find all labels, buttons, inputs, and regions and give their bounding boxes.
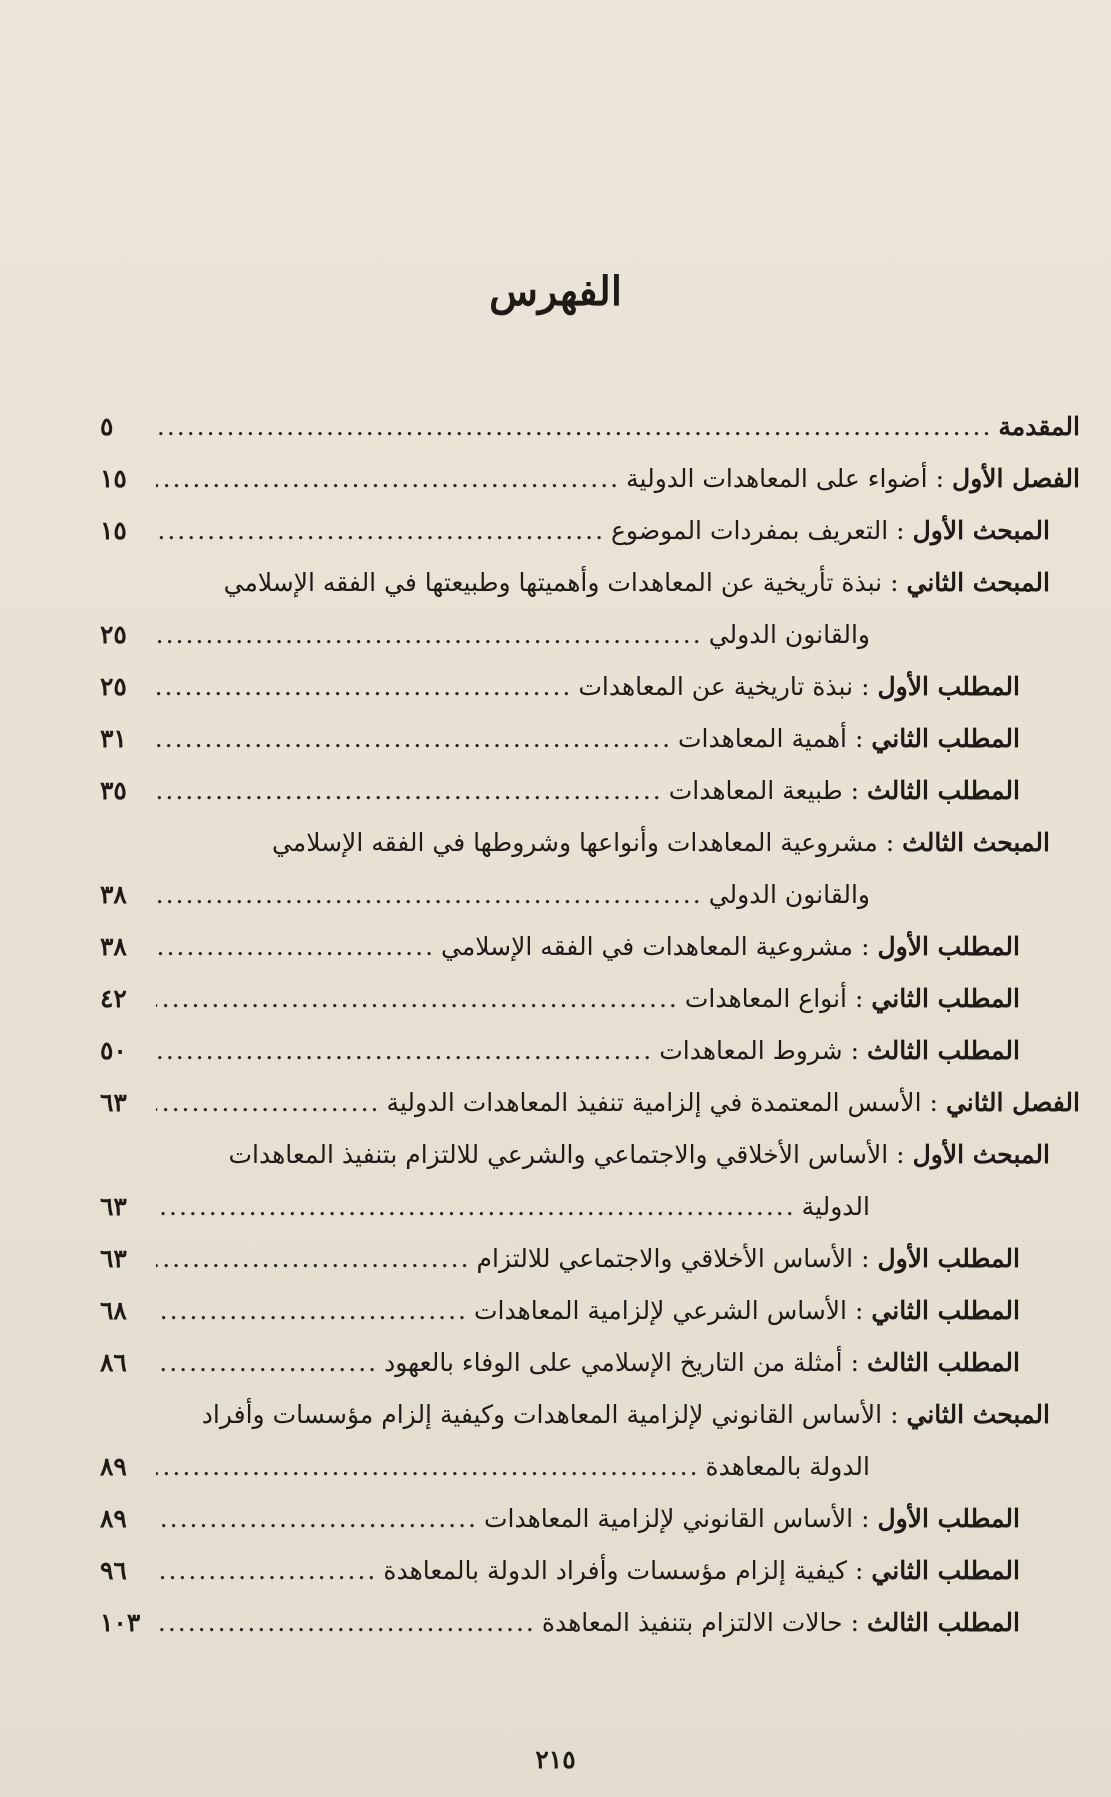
toc-entry-first-line xyxy=(100,556,1050,608)
leader-dots xyxy=(156,1350,378,1375)
toc-entry-text: نبذة تاريخية عن المعاهدات xyxy=(578,671,854,701)
toc-entry-label: المطلب الأول xyxy=(877,931,1020,961)
toc-entry-label: المطلب الثاني xyxy=(871,1555,1020,1585)
toc-entry-label: المبحث الأول xyxy=(912,1139,1050,1169)
toc-entry-page: ٤٢ xyxy=(100,983,127,1013)
toc-entry-page: ٦٣ xyxy=(100,1191,127,1221)
toc-entry-section xyxy=(100,816,1080,920)
toc-entry-text: الأساس الأخلاقي والاجتماعي والشرعي للالتزام بتنفيذ المعاهدات xyxy=(228,1139,889,1169)
toc-entry-page: ٢٥ xyxy=(100,619,127,649)
toc-entry-separator: : xyxy=(861,1503,870,1533)
page-title: الفهرس xyxy=(489,268,622,315)
toc-entry-label: المطلب الأول xyxy=(877,1243,1020,1273)
leader-dots xyxy=(156,1558,377,1583)
toc-entry-page: ٨٩ xyxy=(100,1503,127,1533)
toc-entry-subsection xyxy=(100,1336,1080,1388)
leader-dots xyxy=(156,778,663,803)
leader-dots xyxy=(156,726,672,751)
toc-entry-text: حالات الالتزام بتنفيذ المعاهدة xyxy=(541,1607,843,1637)
toc-entry-label: المطلب الثالث xyxy=(867,775,1020,805)
toc-entry-text: أضواء على المعاهدات الدولية xyxy=(626,463,928,493)
toc-entry-subsection xyxy=(100,1544,1080,1596)
toc-entry-introduction xyxy=(100,400,1080,452)
toc-entry-chapter xyxy=(100,452,1080,504)
toc-entry-section xyxy=(100,504,1080,556)
toc-entry-text: كيفية إلزام مؤسسات وأفراد الدولة بالمعاهدة xyxy=(383,1555,847,1585)
toc-entry-text: الأساس الأخلاقي والاجتماعي للالتزام xyxy=(476,1243,854,1273)
toc-entry-text-continued: الدولة بالمعاهدة xyxy=(705,1451,870,1481)
toc-entry-separator: : xyxy=(890,567,899,597)
leader-dots xyxy=(156,466,620,491)
leader-dots xyxy=(156,934,435,959)
toc-entry-subsection xyxy=(100,972,1080,1024)
toc-entry-subsection xyxy=(100,1596,1080,1648)
toc-entry-text: أهمية المعاهدات xyxy=(678,723,847,753)
toc-entry-separator: : xyxy=(896,1139,905,1169)
toc-entry-page: ١٥ xyxy=(100,515,127,545)
toc-entry-separator: : xyxy=(885,827,895,857)
toc-entry-subsection xyxy=(100,1492,1080,1544)
toc-entry-text: التعريف بمفردات الموضوع xyxy=(611,515,889,545)
toc-entry-label: المطلب الثاني xyxy=(871,723,1020,753)
leader-dots xyxy=(156,1194,796,1219)
toc-entry-page: ٨٦ xyxy=(100,1347,127,1377)
toc-entry-page: ٣٥ xyxy=(100,775,127,805)
toc-entry-separator: : xyxy=(861,1243,870,1273)
toc-entry-page: ٦٨ xyxy=(100,1295,127,1325)
toc-entry-label: المطلب الثاني xyxy=(871,1295,1020,1325)
toc-entry-separator: : xyxy=(854,1555,864,1585)
toc-entry-text: الأساس القانوني لإلزامية المعاهدات xyxy=(484,1503,854,1533)
toc-entry-subsection xyxy=(100,920,1080,972)
toc-entry-page: ٣١ xyxy=(100,723,127,753)
toc-entry-text: شروط المعاهدات xyxy=(659,1035,843,1065)
toc-entry-text: مشروعية المعاهدات وأنواعها وشروطها في الفقه الإسلامي xyxy=(271,827,878,857)
leader-dots xyxy=(156,1246,471,1271)
toc-entry-first-line xyxy=(100,1388,1050,1440)
toc-entry-label: المطلب الثاني xyxy=(871,983,1020,1013)
toc-entry-text: مشروعية المعاهدات في الفقه الإسلامي xyxy=(441,931,854,961)
toc-entry-section xyxy=(100,556,1080,660)
leader-dots xyxy=(156,1038,653,1063)
leader-dots xyxy=(156,1090,380,1115)
toc-entry-separator: : xyxy=(850,1347,860,1377)
toc-entry-separator: : xyxy=(850,1607,860,1637)
toc-entry-page: ٦٣ xyxy=(100,1087,127,1117)
toc-entry-text-continued: الدولية xyxy=(801,1191,870,1221)
toc-entry-first-line xyxy=(100,816,1050,868)
toc-entry-separator: : xyxy=(850,775,860,805)
toc-entry-label: المطلب الثالث xyxy=(867,1035,1020,1065)
leader-dots xyxy=(156,518,605,543)
toc-entry-separator: : xyxy=(929,1087,938,1117)
leader-dots xyxy=(156,1506,478,1531)
toc-entry-page: ٦٣ xyxy=(100,1243,127,1273)
leader-dots xyxy=(156,414,992,439)
toc-entry-page: ٩٦ xyxy=(100,1555,127,1585)
toc-entry-separator: : xyxy=(890,1399,899,1429)
toc-entry-separator: : xyxy=(854,983,864,1013)
leader-dots xyxy=(156,882,703,907)
toc-entry-second-line xyxy=(100,1180,1050,1232)
toc-entry-label: المطلب الأول xyxy=(877,1503,1020,1533)
toc-entry-label: المبحث الثالث xyxy=(902,827,1050,857)
toc-entry-label: المطلب الثالث xyxy=(867,1347,1020,1377)
toc-entry-text: الأساس الشرعي لإلزامية المعاهدات xyxy=(474,1295,847,1325)
toc-entry-text: الأساس القانوني لإلزامية المعاهدات وكيفية إلزام مؤسسات وأفراد xyxy=(201,1399,883,1429)
toc-entry-section xyxy=(100,1128,1080,1232)
toc-entry-label: الفصل الأول xyxy=(952,463,1080,493)
toc-entry-page: ٣٨ xyxy=(100,879,127,909)
toc-entry-page: ٥٠ xyxy=(100,1035,127,1065)
toc-entry-text-continued: والقانون الدولي xyxy=(708,619,870,649)
toc-entry-page: ٢٥ xyxy=(100,671,127,701)
toc-entry-subsection xyxy=(100,660,1080,712)
toc-entry-subsection xyxy=(100,764,1080,816)
page-number: ٢١٥ xyxy=(535,1745,576,1774)
toc-entry-label: المقدمة xyxy=(998,411,1080,441)
toc-entry-label: المبحث الثاني xyxy=(906,567,1050,597)
toc-entry-page: ٣٨ xyxy=(100,931,127,961)
leader-dots xyxy=(156,674,572,699)
toc-entry-page: ١٥ xyxy=(100,463,127,493)
toc-entry-page: ٨٩ xyxy=(100,1451,127,1481)
toc-entry-first-line xyxy=(100,1128,1050,1180)
toc-entry-label: المبحث الثاني xyxy=(906,1399,1050,1429)
leader-dots xyxy=(156,622,703,647)
toc-entry-page: ٥ xyxy=(100,411,114,441)
toc-entry-label: المطلب الأول xyxy=(877,671,1020,701)
toc-entry-label: الفصل الثاني xyxy=(945,1087,1080,1117)
leader-dots xyxy=(156,1298,468,1323)
toc-entry-separator: : xyxy=(935,463,945,493)
leader-dots xyxy=(156,1610,536,1635)
toc-entry-second-line xyxy=(100,1440,1050,1492)
toc-entry-text: طبيعة المعاهدات xyxy=(668,775,843,805)
toc-entry-separator: : xyxy=(861,671,870,701)
toc-entry-text: نبذة تأريخية عن المعاهدات وأهميتها وطبيعتها في الفقه الإسلامي xyxy=(223,567,883,597)
toc-entry-label: المبحث الأول xyxy=(912,515,1050,545)
toc-entry-page: ١٠٣ xyxy=(100,1607,141,1637)
toc-entry-text: أمثلة من التاريخ الإسلامي على الوفاء بالعهود xyxy=(384,1347,843,1377)
toc-entry-separator: : xyxy=(854,1295,864,1325)
toc-entry-text: الأسس المعتمدة في إلزامية تنفيذ المعاهدات الدولية xyxy=(386,1087,922,1117)
toc-entry-separator: : xyxy=(896,515,905,545)
toc-entry-section xyxy=(100,1388,1080,1492)
toc-entry-chapter xyxy=(100,1076,1080,1128)
toc-entry-subsection xyxy=(100,712,1080,764)
toc-entry-separator: : xyxy=(854,723,864,753)
toc-entry-second-line xyxy=(100,868,1050,920)
leader-dots xyxy=(156,986,679,1011)
toc-entry-separator: : xyxy=(861,931,870,961)
table-of-contents xyxy=(100,400,1080,1648)
toc-entry-subsection xyxy=(100,1024,1080,1076)
toc-entry-text: أنواع المعاهدات xyxy=(684,983,847,1013)
toc-entry-second-line xyxy=(100,608,1050,660)
toc-entry-subsection xyxy=(100,1284,1080,1336)
toc-entry-label: المطلب الثالث xyxy=(867,1607,1020,1637)
toc-entry-text-continued: والقانون الدولي xyxy=(708,879,870,909)
toc-entry-separator: : xyxy=(850,1035,860,1065)
toc-entry-subsection xyxy=(100,1232,1080,1284)
leader-dots xyxy=(156,1454,700,1479)
